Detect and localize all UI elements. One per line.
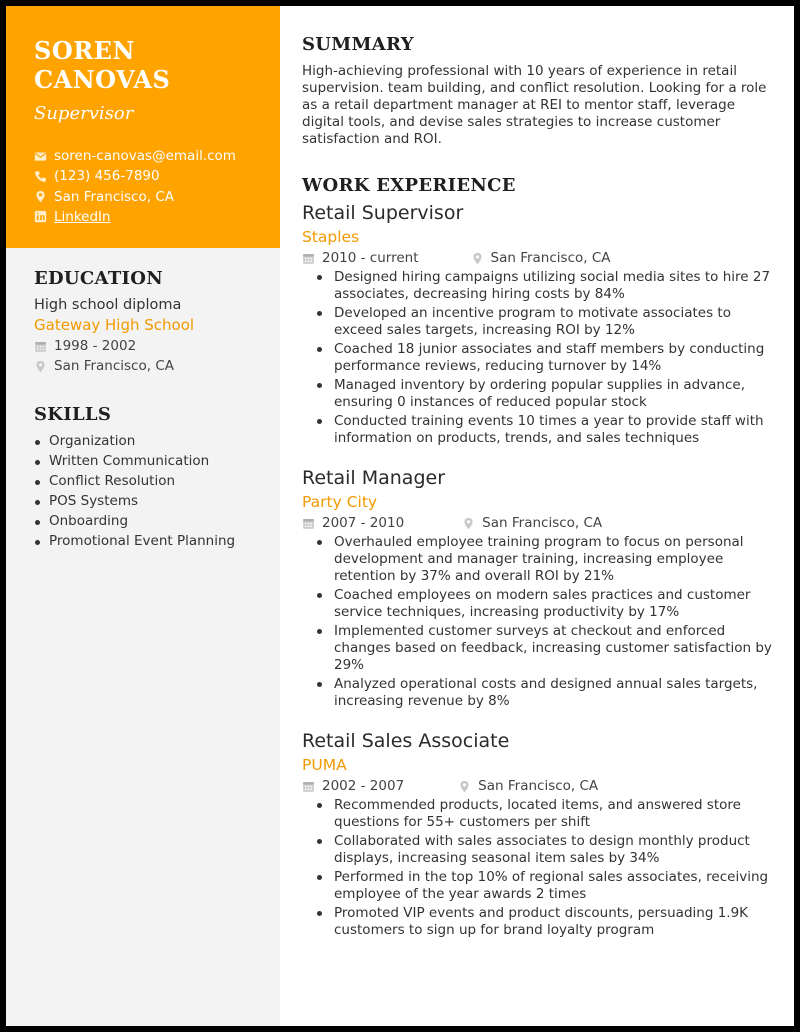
summary-heading: SUMMARY [302, 34, 414, 55]
skill-item: Promotional Event Planning [34, 533, 252, 553]
summary-text: High-achieving professional with 10 years of experience in retail supervision. team building, and conflict resolution. Looking for a role as a retail department manager at REI to mentor staff, leverage digital tools, and devise sales strategies to increase customer satisfaction and ROI. [302, 63, 767, 147]
skill-item: Written Communication [34, 453, 252, 473]
linkedin-link[interactable]: LinkedIn [54, 208, 111, 225]
job-dates: 2010 - current [322, 250, 419, 266]
map-pin-icon [462, 517, 475, 530]
job-bullet: Implemented customer surveys at checkout and enforced changes based on feedback, increasing customer satisfaction by 29% [334, 623, 772, 673]
calendar-icon [302, 780, 315, 793]
contact-linkedin[interactable] [34, 207, 252, 227]
job-entry [302, 465, 772, 710]
location-text: San Francisco, CA [54, 188, 174, 205]
job-location: San Francisco, CA [478, 778, 599, 794]
skill-item: Onboarding [34, 513, 252, 533]
calendar-icon [302, 517, 315, 530]
job-title: Retail Manager [302, 467, 446, 489]
sidebar-body [6, 248, 280, 553]
job-location: San Francisco, CA [490, 250, 611, 266]
candidate-name: SOREN CANOVAS [34, 36, 171, 94]
job-bullet: Collaborated with sales associates to design monthly product displays, increasing seasonal item sales by 34% [334, 833, 772, 867]
education-school: Gateway High School [34, 316, 195, 334]
education-location-text: San Francisco, CA [54, 358, 174, 374]
job-entry [302, 728, 772, 939]
job-title: Retail Supervisor [302, 202, 464, 224]
job-meta [302, 513, 772, 533]
map-pin-icon [471, 252, 484, 265]
job-company: PUMA [302, 756, 347, 774]
job-company: Staples [302, 228, 360, 246]
calendar-icon [34, 340, 47, 353]
education-degree: High school diploma [34, 297, 182, 313]
job-bullets [302, 797, 772, 939]
skills-heading: SKILLS [34, 404, 112, 425]
job-meta [302, 248, 772, 268]
phone-text: (123) 456-7890 [54, 168, 160, 185]
job-bullet: Analyzed operational costs and designed annual sales targets, increasing revenue by 8% [334, 676, 772, 710]
job-entry [302, 200, 772, 447]
resume-page [6, 6, 794, 1026]
map-pin-icon [34, 360, 47, 373]
job-bullet: Performed in the top 10% of regional sales associates, receiving employee of the year awards 2 times [334, 869, 772, 903]
contact-list [34, 146, 252, 227]
job-bullet: Coached employees on modern sales practices and customer service techniques, increasing productivity by 17% [334, 587, 772, 621]
envelope-icon [34, 150, 47, 163]
education-heading: EDUCATION [34, 268, 163, 289]
job-bullet: Promoted VIP events and product discounts, persuading 1.9K customers to sign up for brand loyalty program [334, 905, 772, 939]
job-location: San Francisco, CA [482, 515, 603, 531]
sidebar [6, 6, 280, 1026]
skill-item: Conflict Resolution [34, 473, 252, 493]
education-location [34, 356, 252, 376]
work-experience-heading: WORK EXPERIENCE [302, 175, 516, 196]
job-bullet: Developed an incentive program to motivate associates to exceed sales targets, increasing ROI by 12% [334, 305, 772, 339]
job-company: Party City [302, 493, 378, 511]
candidate-title: Supervisor [34, 103, 134, 124]
job-bullet: Conducted training events 10 times a year to provide staff with information on products, trends, and sales techniques [334, 413, 772, 447]
job-bullet: Recommended products, located items, and answered store questions for 55+ customers per shift [334, 797, 772, 831]
education-dates [34, 336, 252, 356]
main-column [302, 34, 772, 941]
job-title: Retail Sales Associate [302, 730, 510, 752]
job-dates: 2007 - 2010 [322, 515, 405, 531]
linkedin-icon [34, 210, 47, 223]
job-bullet: Coached 18 junior associates and staff members by conducting performance reviews, reducing turnover by 14% [334, 341, 772, 375]
job-bullet: Designed hiring campaigns utilizing social media sites to hire 27 associates, decreasing hiring costs by 84% [334, 269, 771, 302]
map-pin-icon [458, 780, 471, 793]
skill-item: Organization [34, 433, 252, 453]
contact-email[interactable] [34, 146, 252, 166]
contact-location [34, 187, 252, 207]
contact-phone[interactable] [34, 166, 252, 186]
education-dates-text: 1998 - 2002 [54, 338, 137, 354]
job-dates: 2002 - 2007 [322, 778, 405, 794]
map-pin-icon [34, 190, 47, 203]
calendar-icon [302, 252, 315, 265]
job-bullet: Overhauled employee training program to focus on personal development and manager training, increasing employee retention by 37% and overall ROI by 21% [334, 534, 772, 585]
job-bullet: Managed inventory by ordering popular supplies in advance, ensuring 0 instances of reduced popular stock [334, 377, 772, 411]
job-meta [302, 776, 772, 796]
phone-icon [34, 170, 47, 183]
job-bullets [302, 534, 772, 710]
job-bullets [302, 269, 772, 447]
skill-item: POS Systems [34, 493, 252, 513]
skills-list [34, 433, 252, 553]
email-text: soren-canovas@email.com [54, 148, 236, 164]
profile-header [6, 6, 280, 248]
